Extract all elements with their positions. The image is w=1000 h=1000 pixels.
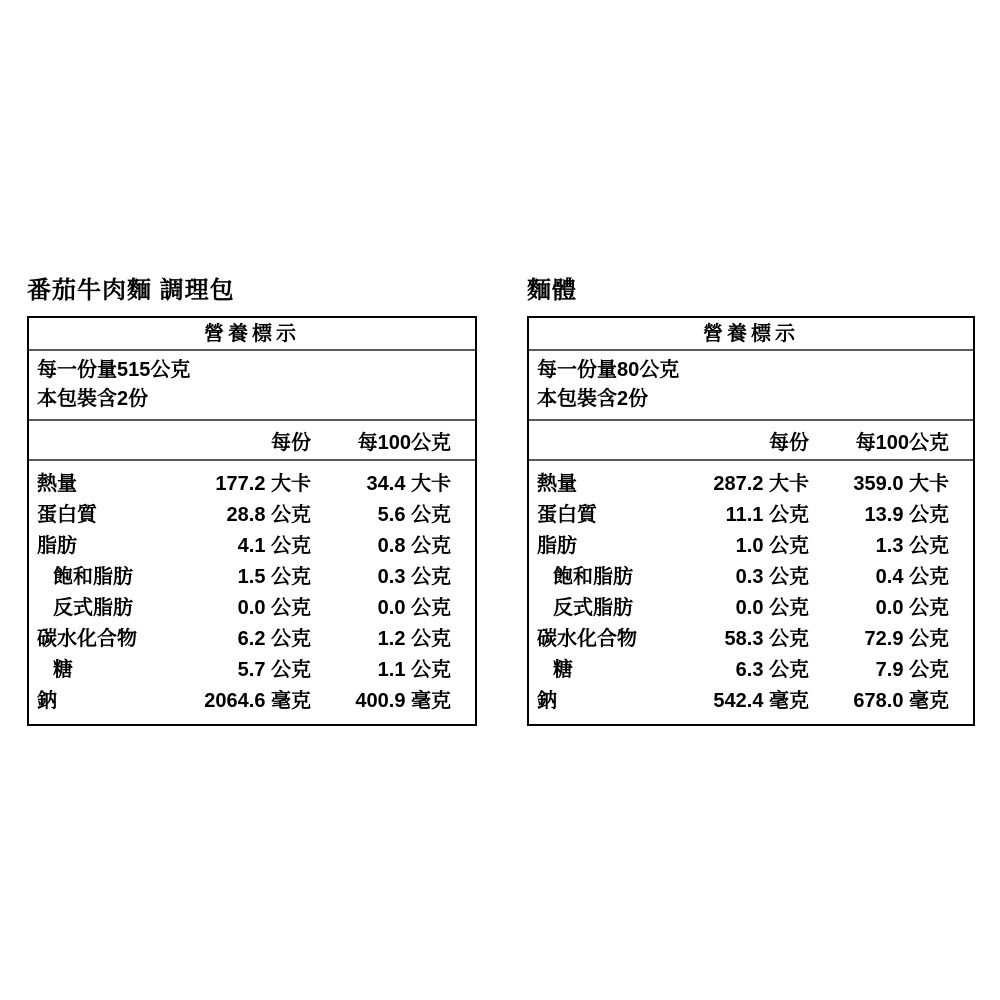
row-per-100g-value: 0.3 公克 bbox=[377, 566, 451, 588]
row-per-100g-value: 5.6 公克 bbox=[377, 504, 451, 526]
table-row-protein bbox=[529, 500, 973, 531]
nutrition-rows bbox=[29, 461, 475, 717]
row-label: 脂肪 bbox=[37, 535, 77, 557]
column-header-row bbox=[529, 421, 973, 461]
serving-info bbox=[29, 351, 475, 421]
row-per-100g-value: 7.9 公克 bbox=[875, 659, 949, 681]
table-row-trans-fat bbox=[29, 593, 475, 624]
table-row-protein bbox=[29, 500, 475, 531]
row-label: 鈉 bbox=[537, 690, 557, 712]
row-label: 鈉 bbox=[37, 690, 57, 712]
nutrition-facts-header: 營養標示 bbox=[29, 318, 475, 351]
serving-size-line: 每一份量80公克 bbox=[537, 359, 680, 381]
nutrition-block-noodles bbox=[527, 277, 975, 726]
row-per-serving-value: 0.0 公克 bbox=[237, 597, 311, 619]
row-per-100g-value: 0.0 公克 bbox=[377, 597, 451, 619]
row-per-100g-value: 1.3 公克 bbox=[875, 535, 949, 557]
row-per-serving-value: 0.3 公克 bbox=[735, 566, 809, 588]
row-per-100g-value: 0.8 公克 bbox=[377, 535, 451, 557]
table-row-carbohydrate bbox=[29, 624, 475, 655]
row-per-serving-value: 5.7 公克 bbox=[237, 659, 311, 681]
table-row-sugar bbox=[29, 655, 475, 686]
row-per-serving-value: 287.2 大卡 bbox=[713, 473, 809, 495]
table-row-fat bbox=[29, 531, 475, 562]
nutrition-block-sauce-pack bbox=[27, 277, 477, 726]
row-label: 蛋白質 bbox=[37, 504, 97, 526]
row-per-100g-value: 0.0 公克 bbox=[875, 597, 949, 619]
row-label: 蛋白質 bbox=[537, 504, 597, 526]
row-per-100g-value: 13.9 公克 bbox=[864, 504, 949, 526]
table-row-saturated-fat bbox=[29, 562, 475, 593]
servings-per-pack-line: 本包裝含2份 bbox=[37, 388, 149, 410]
nutrition-rows bbox=[529, 461, 973, 717]
row-per-serving-value: 542.4 毫克 bbox=[713, 690, 809, 712]
row-per-serving-value: 6.2 公克 bbox=[237, 628, 311, 650]
row-per-serving-value: 1.0 公克 bbox=[735, 535, 809, 557]
row-label: 反式脂肪 bbox=[53, 597, 133, 619]
row-label: 碳水化合物 bbox=[37, 628, 137, 650]
table-row-trans-fat bbox=[529, 593, 973, 624]
row-per-100g-value: 678.0 毫克 bbox=[853, 690, 949, 712]
table-row-sodium bbox=[529, 686, 973, 717]
column-header-per-100g: 每100公克 bbox=[357, 431, 451, 454]
nutrition-table bbox=[527, 316, 975, 726]
row-per-100g-value: 0.4 公克 bbox=[875, 566, 949, 588]
row-label: 脂肪 bbox=[537, 535, 577, 557]
row-per-100g-value: 34.4 大卡 bbox=[366, 473, 451, 495]
row-label: 飽和脂肪 bbox=[53, 566, 133, 588]
row-per-serving-value: 2064.6 毫克 bbox=[204, 690, 311, 712]
row-per-serving-value: 58.3 公克 bbox=[724, 628, 809, 650]
column-header-per-serving: 每份 bbox=[769, 431, 809, 454]
column-header-row bbox=[29, 421, 475, 461]
row-label: 糖 bbox=[553, 659, 573, 681]
row-label: 熱量 bbox=[537, 473, 577, 495]
row-per-100g-value: 72.9 公克 bbox=[864, 628, 949, 650]
nutrition-table bbox=[27, 316, 477, 726]
column-header-per-100g: 每100公克 bbox=[855, 431, 949, 454]
product-title: 麵體 bbox=[527, 277, 577, 304]
row-per-serving-value: 6.3 公克 bbox=[735, 659, 809, 681]
table-row-carbohydrate bbox=[529, 624, 973, 655]
row-per-serving-value: 1.5 公克 bbox=[237, 566, 311, 588]
column-header-per-serving: 每份 bbox=[271, 431, 311, 454]
row-label: 碳水化合物 bbox=[537, 628, 637, 650]
row-label: 熱量 bbox=[37, 473, 77, 495]
row-per-100g-value: 1.2 公克 bbox=[377, 628, 451, 650]
serving-info bbox=[529, 351, 973, 421]
product-title: 番茄牛肉麵 調理包 bbox=[27, 277, 235, 304]
row-per-100g-value: 400.9 毫克 bbox=[355, 690, 451, 712]
row-per-100g-value: 359.0 大卡 bbox=[853, 473, 949, 495]
row-label: 糖 bbox=[53, 659, 73, 681]
row-label: 飽和脂肪 bbox=[553, 566, 633, 588]
nutrition-facts-header: 營養標示 bbox=[529, 318, 973, 351]
row-per-100g-value: 1.1 公克 bbox=[377, 659, 451, 681]
servings-per-pack-line: 本包裝含2份 bbox=[537, 388, 649, 410]
row-per-serving-value: 28.8 公克 bbox=[226, 504, 311, 526]
table-row-sodium bbox=[29, 686, 475, 717]
table-row-calories bbox=[29, 469, 475, 500]
table-row-saturated-fat bbox=[529, 562, 973, 593]
row-label: 反式脂肪 bbox=[553, 597, 633, 619]
table-row-fat bbox=[529, 531, 973, 562]
row-per-serving-value: 0.0 公克 bbox=[735, 597, 809, 619]
table-row-calories bbox=[529, 469, 973, 500]
row-per-serving-value: 4.1 公克 bbox=[237, 535, 311, 557]
row-per-serving-value: 11.1 公克 bbox=[725, 504, 809, 526]
table-row-sugar bbox=[529, 655, 973, 686]
row-per-serving-value: 177.2 大卡 bbox=[215, 473, 311, 495]
serving-size-line: 每一份量515公克 bbox=[37, 359, 191, 381]
